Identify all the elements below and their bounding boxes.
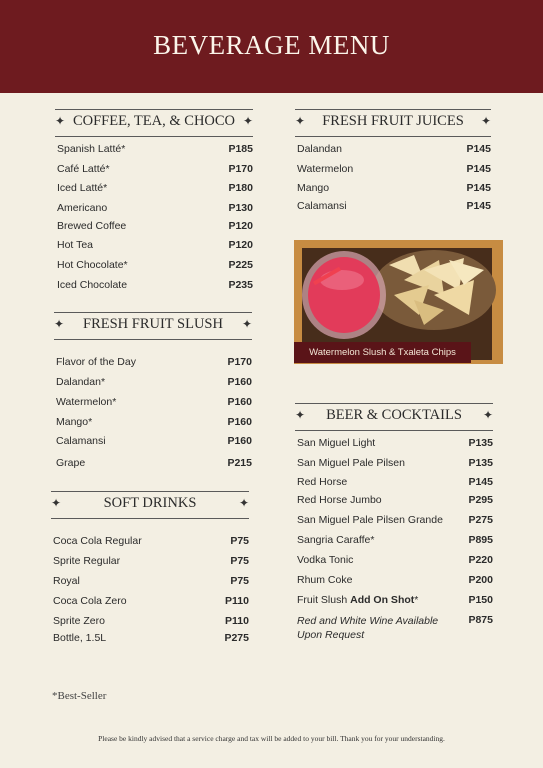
menu-item: San Miguel Light P135 <box>297 437 493 449</box>
section-title: FRESH FRUIT JUICES <box>322 113 464 129</box>
menu-item: Grape P215 <box>56 457 252 469</box>
section-title: FRESH FRUIT SLUSH <box>83 316 223 332</box>
menu-item: Royal P75 <box>53 575 249 587</box>
menu-item: Vodka Tonic P220 <box>297 554 493 566</box>
menu-item: Bottle, 1.5L P275 <box>53 632 249 644</box>
menu-item: Sprite Zero P110 <box>53 615 249 627</box>
menu-item: Fruit Slush Add On Shot* P150 <box>297 594 493 606</box>
star-icon: ✦ <box>480 114 491 128</box>
menu-item: Dalandan* P160 <box>56 376 252 388</box>
star-icon: ✦ <box>238 496 249 510</box>
menu-item: Café Latté* P170 <box>57 163 253 175</box>
star-icon: ✦ <box>51 496 62 510</box>
section-title: SOFT DRINKS <box>103 495 197 511</box>
menu-item: Sangria Caraffe* P895 <box>297 534 493 546</box>
menu-item: Iced Latté* P180 <box>57 182 253 194</box>
section-title: BEER & COCKTAILS <box>326 407 462 423</box>
section-title: COFFEE, TEA, & CHOCO <box>72 113 236 129</box>
menu-item: Coca Cola Regular P75 <box>53 535 249 547</box>
star-icon: ✦ <box>242 114 253 128</box>
star-icon: ✦ <box>55 114 66 128</box>
menu-item: Calamansi P145 <box>297 200 491 212</box>
section-soft-drinks <box>51 491 249 644</box>
menu-item: Hot Chocolate* P225 <box>57 259 253 271</box>
menu-item: Mango* P160 <box>56 416 252 428</box>
section-header <box>51 491 249 519</box>
star-icon: ✦ <box>241 317 252 331</box>
menu-item: Brewed Coffee P120 <box>57 220 253 232</box>
section-header <box>55 109 253 137</box>
section-coffee <box>55 109 253 291</box>
menu-item: Calamansi P160 <box>56 435 252 447</box>
menu-item: Sprite Regular P75 <box>53 555 249 567</box>
menu-item: Hot Tea P120 <box>57 239 253 251</box>
photo-caption: Watermelon Slush & Txaleta Chips <box>294 342 471 363</box>
section-header <box>54 312 252 340</box>
star-icon: ✦ <box>54 317 65 331</box>
menu-item: Coca Cola Zero P110 <box>53 595 249 607</box>
menu-item: Red Horse P145 <box>297 476 493 488</box>
service-charge-notice: Please be kindly advised that a service charge and tax will be added to your bill. Thank you for your understanding. <box>98 734 445 743</box>
menu-item: Flavor of the Day P170 <box>56 356 252 368</box>
menu-item: San Miguel Pale Pilsen Grande P275 <box>297 514 493 526</box>
star-icon: ✦ <box>295 114 306 128</box>
star-icon: ✦ <box>482 408 493 422</box>
best-seller-note: *Best-Seller <box>52 690 107 702</box>
menu-item: San Miguel Pale Pilsen P135 <box>297 457 493 469</box>
menu-item: Americano P130 <box>57 202 253 214</box>
menu-item: Watermelon* P160 <box>56 396 252 408</box>
header-banner <box>0 0 543 93</box>
section-juices <box>295 109 491 212</box>
menu-title: BEVERAGE MENU <box>153 30 390 60</box>
menu-item: Watermelon P145 <box>297 163 491 175</box>
section-header <box>295 109 491 137</box>
section-header <box>295 403 493 431</box>
menu-item: Rhum Coke P200 <box>297 574 493 586</box>
section-beer-cocktails <box>295 403 493 641</box>
menu-item: Dalandan P145 <box>297 143 491 155</box>
menu-item: Iced Chocolate P235 <box>57 279 253 291</box>
menu-item: Red and White Wine Available Upon Request P875 <box>297 614 493 641</box>
menu-item: Spanish Latté* P185 <box>57 143 253 155</box>
menu-item: Mango P145 <box>297 182 491 194</box>
section-slush <box>54 312 252 469</box>
star-icon: ✦ <box>295 408 306 422</box>
menu-item: Red Horse Jumbo P295 <box>297 494 493 506</box>
